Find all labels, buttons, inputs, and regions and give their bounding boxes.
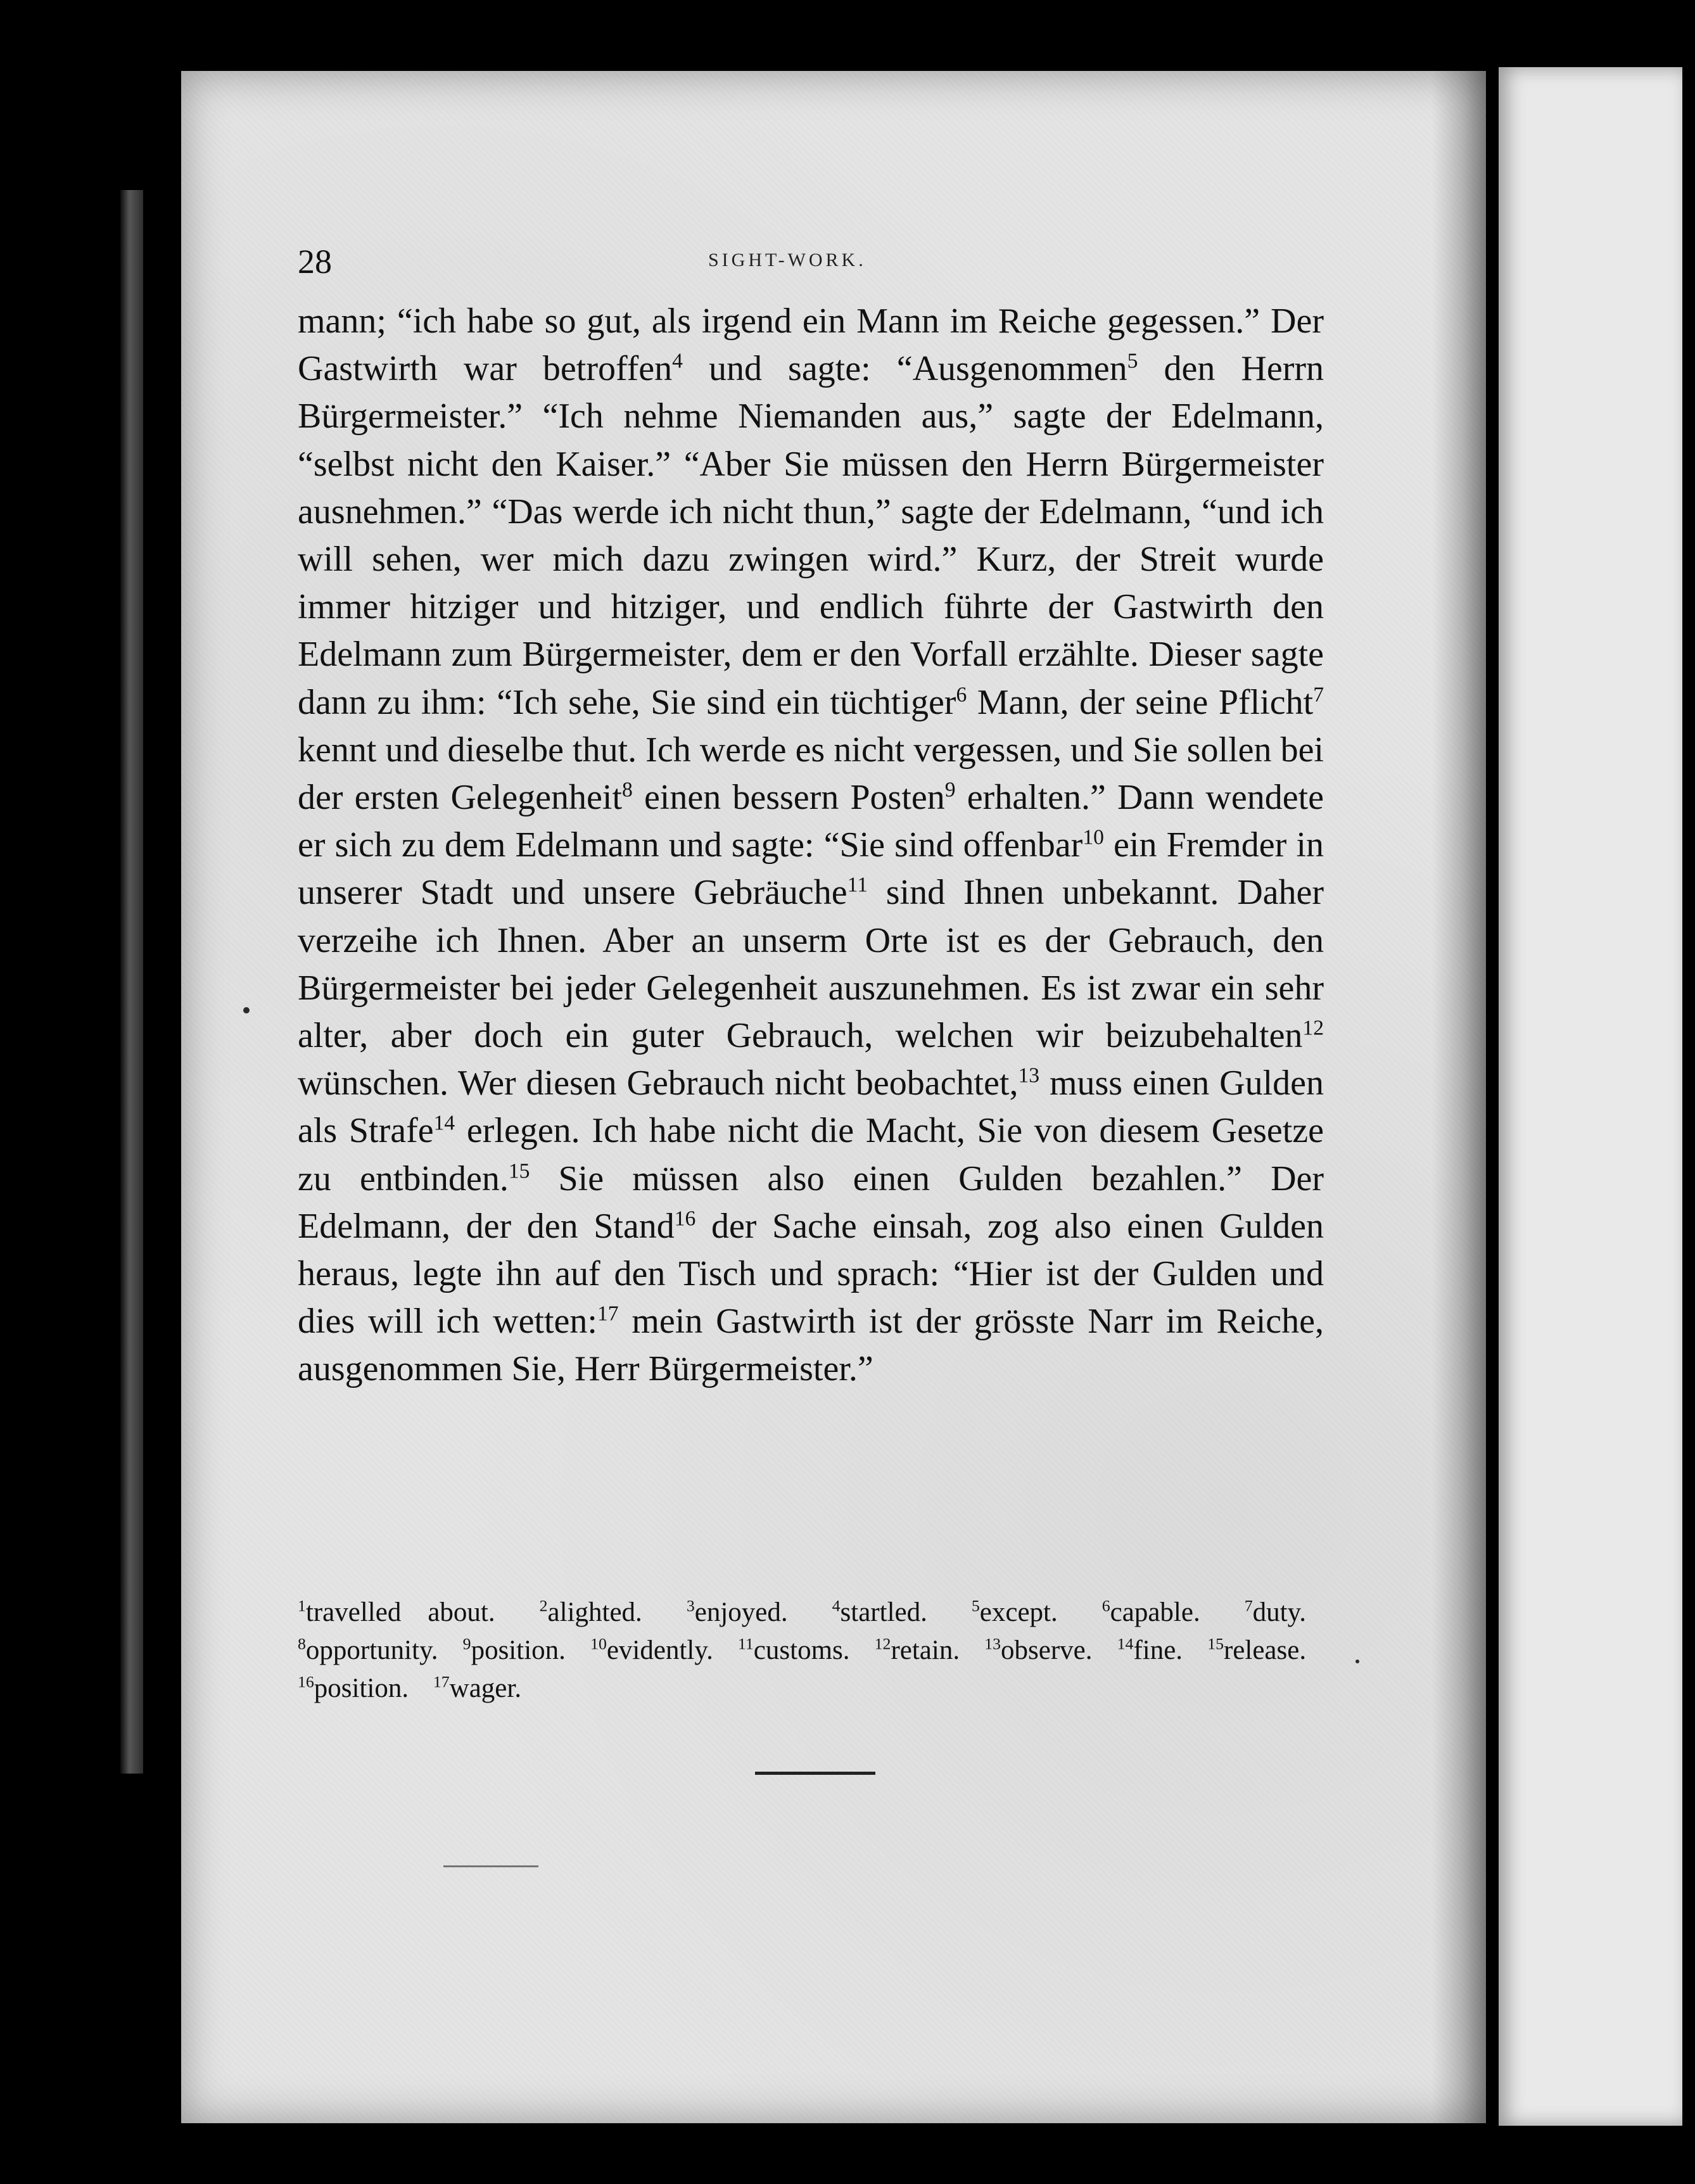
body-text-run: wünschen. Wer diesen Gebrauch nicht beobachtet, (298, 1063, 1019, 1103)
footnote-number: 14 (1117, 1634, 1134, 1653)
footnote-text: release. (1223, 1635, 1307, 1665)
body-text-run: einen bessern Posten (632, 778, 945, 818)
body-text-run: der Sache einsah, zog also einen Gulden heraus, legte ihn auf den Tisch und sprach: “Hier ist der Gulden und dies will ich wetten: (298, 1206, 1324, 1342)
book-spine-edge (120, 190, 143, 1774)
footnote-reference: 7 (1313, 682, 1324, 706)
footnote-item (1207, 1635, 1306, 1665)
footnote-text: customs. (753, 1635, 850, 1665)
body-paragraph (298, 298, 1324, 1394)
footnote-reference: 13 (1018, 1063, 1040, 1088)
footnote-item (972, 1597, 1058, 1627)
footnote-item (298, 1673, 409, 1703)
footnote-item (540, 1597, 642, 1627)
running-head: SIGHT-WORK. (708, 250, 867, 270)
footnote-number: 13 (984, 1634, 1001, 1653)
footnote-text: evidently. (606, 1635, 713, 1665)
footnote-number: 1 (298, 1596, 306, 1615)
body-text-run: sind Ihnen unbekannt. Daher verzeihe ich Ihnen. Aber an unserm Orte ist es der Gebrauch, den Bürgermeister bei jeder Gelegenheit auszunehmen. Es ist zwar ein sehr alter, aber doch ein guter Gebrauch, welchen wir beizubehalten (298, 873, 1324, 1056)
footnote-item (738, 1635, 850, 1665)
footnote-reference: 8 (622, 778, 633, 802)
footnote-text: startled. (840, 1597, 927, 1627)
footnote-number: 8 (298, 1634, 306, 1653)
body-text-run: mein Gastwirth ist der grösste Narr im Reiche, ausgenommen Sie, Herr Bürgermeister.” (298, 1302, 1324, 1389)
footnote-text: retain. (891, 1635, 960, 1665)
footnote-number: 7 (1244, 1596, 1253, 1615)
footnote-item (687, 1597, 788, 1627)
scan-speck (243, 1007, 250, 1013)
body-text-run: ein Fremder in unserer Stadt und unsere Gebräuche (298, 825, 1324, 913)
footnote-text: fine. (1133, 1635, 1183, 1665)
scan-speck (1355, 1660, 1359, 1663)
footnote-number: 4 (832, 1596, 841, 1615)
footnote-reference: 15 (508, 1159, 530, 1183)
body-text-run: mann; “ich habe so gut, als irgend ein Mann im Reiche gegessen.” Der Gastwirth war betroffen (298, 302, 1324, 389)
section-rule (755, 1772, 875, 1775)
footnote-reference: 17 (597, 1302, 619, 1326)
footnote-number: 10 (590, 1634, 607, 1653)
footnote-item (433, 1673, 521, 1703)
footnote-number: 17 (433, 1672, 450, 1691)
footnote-text: position. (471, 1635, 566, 1665)
footnote-reference: 9 (944, 778, 956, 802)
footnote-reference: 6 (956, 682, 967, 706)
footnote-item (590, 1635, 713, 1665)
footnote-text: opportunity. (305, 1635, 438, 1665)
footnote-reference: 4 (672, 349, 683, 373)
footnote-text: observe. (1001, 1635, 1093, 1665)
body-text-run: erlegen. Ich habe nicht die Macht, Sie von diesem Gesetze zu entbinden. (298, 1111, 1324, 1198)
scan-speck (443, 1865, 538, 1867)
footnote-item (463, 1635, 566, 1665)
page-number: 28 (298, 243, 332, 281)
footnote-item (832, 1597, 927, 1627)
body-text-run: Mann, der seine Pflicht (967, 682, 1314, 722)
footnote-text: duty. (1252, 1597, 1307, 1627)
footnote-text: enjoyed. (694, 1597, 788, 1627)
footnote-reference: 5 (1127, 349, 1138, 373)
footnote-text: position. (314, 1673, 409, 1703)
footnote-reference: 10 (1082, 825, 1104, 849)
footnote-item (298, 1597, 495, 1627)
footnote-text: except. (979, 1597, 1058, 1627)
footnote-number: 6 (1101, 1596, 1110, 1615)
footnote-text: travelled about. (305, 1597, 495, 1627)
body-text-run: den Herrn Bürgermeister.” “Ich nehme Niemanden aus,” sagte der Edelmann, “selbst nicht den Kaiser.” “Aber Sie müssen den Herrn Bürgermeister ausnehmen.” “Das werde ich nicht thun,” sagte der Edelmann, “und ich will sehen, wer mich dazu zwingen wird.” Kurz, der Streit wurde immer hitziger und hitziger, und endlich führte der Gastwirth den Edelmann zum Bürgermeister, dem er den Vorfall erzählte. Dieser sagte dann zu ihm: “Ich sehe, Sie sind ein tüchtiger (298, 349, 1324, 722)
footnote-number: 11 (737, 1634, 754, 1653)
footnote-text: capable. (1110, 1597, 1200, 1627)
footnote-reference: 14 (433, 1111, 455, 1135)
footnote-item (984, 1635, 1092, 1665)
facing-page-edge (1499, 67, 1682, 2126)
footnote-number: 2 (539, 1596, 548, 1615)
footnote-reference: 11 (847, 873, 868, 897)
footnote-number: 16 (298, 1672, 314, 1691)
body-text-run: muss einen Gulden als Strafe (298, 1063, 1324, 1151)
page-header (298, 242, 1324, 286)
body-text-run: und sagte: “Ausgenommen (682, 349, 1127, 389)
body-text-run: Sie müssen also einen Gulden bezahlen.” Der Edelmann, der den Stand (298, 1159, 1324, 1246)
footnote-reference: 12 (1302, 1016, 1324, 1040)
body-text-run: kennt und dieselbe thut. Ich werde es nicht vergessen, und Sie sollen bei der ersten Gelegenheit (298, 730, 1324, 818)
footnote-item (298, 1635, 438, 1665)
footnote-number: 3 (686, 1596, 695, 1615)
body-text-run: erhalten.” Dann wendete er sich zu dem Edelmann und sagte: “Sie sind offenbar (298, 778, 1324, 865)
footnote-text: alighted. (547, 1597, 642, 1627)
gutter-shadow (1432, 71, 1486, 2123)
footnote-item (1102, 1597, 1200, 1627)
footnote-reference: 16 (674, 1207, 696, 1231)
footnote-text: wager. (449, 1673, 522, 1703)
footnotes (298, 1594, 1324, 1708)
footnote-number: 12 (874, 1634, 891, 1653)
footnote-number: 5 (971, 1596, 980, 1615)
footnote-item (1245, 1597, 1306, 1627)
footnote-item (1117, 1635, 1183, 1665)
footnote-item (875, 1635, 960, 1665)
footnote-number: 9 (462, 1634, 471, 1653)
footnote-number: 15 (1207, 1634, 1224, 1653)
